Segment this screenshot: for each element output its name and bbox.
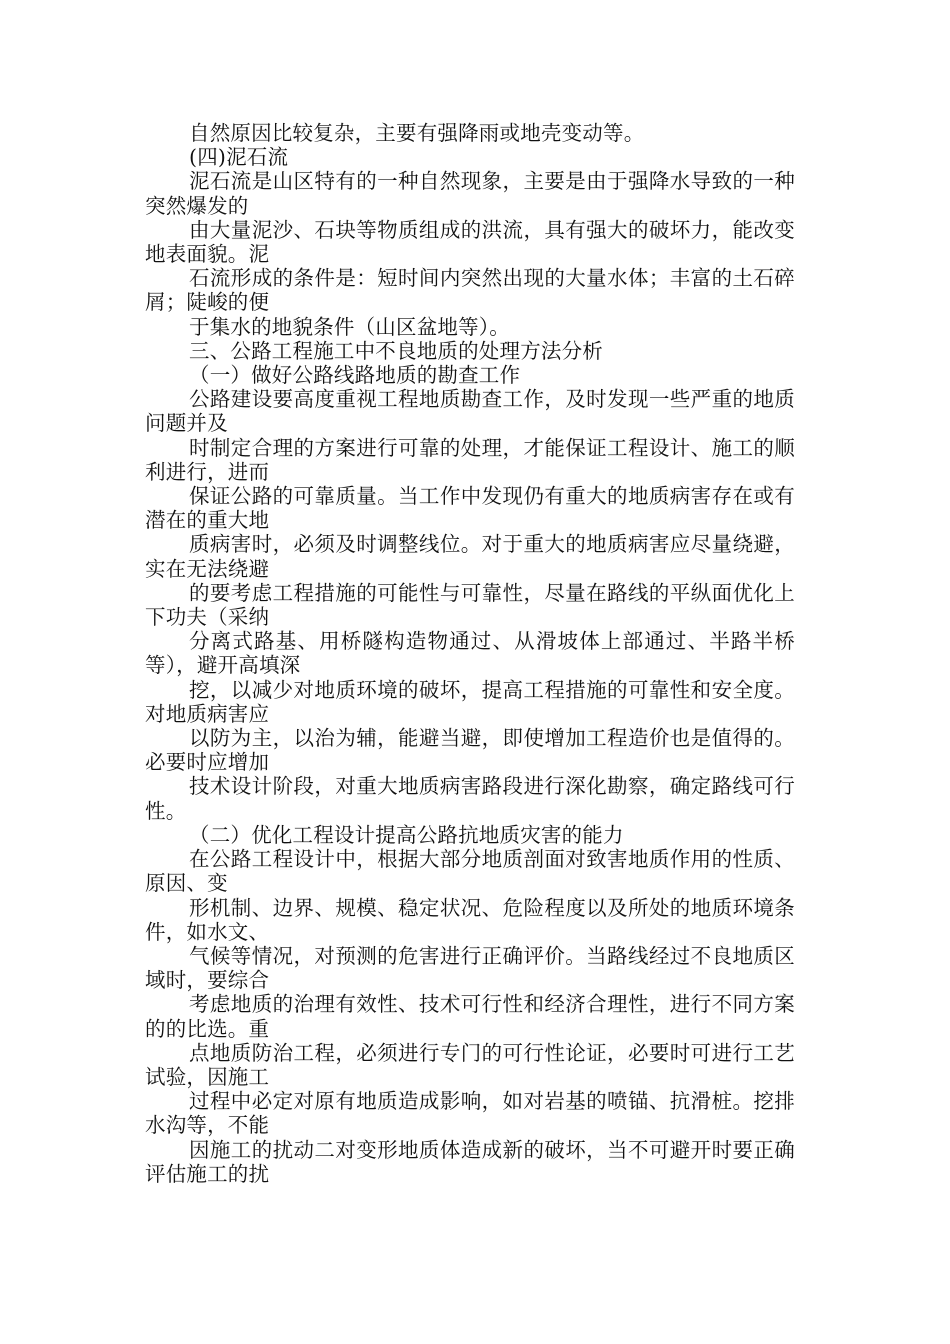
subsection-heading: （二）优化工程设计提高公路抗地质灾害的能力 xyxy=(189,822,624,847)
paragraph: 的要考虑工程措施的可能性与可靠性，尽量在路线的平纵面优化上下功夫（采纳 xyxy=(145,580,795,630)
document-page xyxy=(145,121,795,1186)
subsection-heading: （一）做好公路线路地质的勘查工作 xyxy=(189,363,521,388)
paragraph: 保证公路的可靠质量。当工作中发现仍有重大的地质病害存在或有潜在的重大地 xyxy=(145,484,795,533)
paragraph: 由大量泥沙、石块等物质组成的洪流，具有强大的破坏力，能改变地表面貌。泥 xyxy=(145,217,795,267)
paragraph: 石流形成的条件是：短时间内突然出现的大量水体；丰富的土石碎屑；陡峻的便 xyxy=(145,266,795,315)
paragraph: 气候等情况，对预测的危害进行正确评价。当路线经过不良地质区域时，要综合 xyxy=(145,943,795,993)
paragraph: 时制定合理的方案进行可靠的处理，才能保证工程设计、施工的顺利进行，进而 xyxy=(145,435,795,484)
paragraph: 分离式路基、用桥隧构造物通过、从滑坡体上部通过、半路半桥等），避开高填深 xyxy=(145,629,795,678)
paragraph: 以防为主，以治为辅，能避当避，即使增加工程造价也是值得的。必要时应增加 xyxy=(145,726,795,775)
paragraph: 考虑地质的治理有效性、技术可行性和经济合理性，进行不同方案的的比选。重 xyxy=(145,992,795,1041)
section-heading: (四)泥石流 xyxy=(189,145,289,170)
paragraph: 于集水的地貌条件（山区盆地等）。 xyxy=(189,314,510,339)
paragraph: 在公路工程设计中，根据大部分地质剖面对致害地质作用的性质、原因、变 xyxy=(145,847,795,896)
paragraph: 形机制、边界、规模、稳定状况、危险程度以及所处的地质环境条件，如水文、 xyxy=(145,895,795,944)
paragraph: 因施工的扰动二对变形地质体造成新的破坏，当不可避开时要正确评估施工的扰 xyxy=(145,1137,795,1186)
paragraph: 点地质防治工程，必须进行专门的可行性论证，必要时可进行工艺试验，因施工 xyxy=(145,1040,795,1089)
paragraph: 自然原因比较复杂，主要有强降雨或地壳变动等。 xyxy=(189,121,645,145)
section-heading: 三、公路工程施工中不良地质的处理方法分析 xyxy=(189,338,603,363)
paragraph: 挖，以减少对地质环境的破坏，提高工程措施的可靠性和安全度。对地质病害应 xyxy=(145,677,795,726)
paragraph: 公路建设要高度重视工程地质勘查工作，及时发现一些严重的地质问题并及 xyxy=(145,387,795,436)
paragraph: 过程中必定对原有地质造成影响，如对岩基的喷锚、抗滑桩。挖排水沟等，不能 xyxy=(145,1089,795,1138)
paragraph: 质病害时，必须及时调整线位。对于重大的地质病害应尽量绕避，实在无法绕避 xyxy=(145,532,795,581)
paragraph: 泥石流是山区特有的一种自然现象，主要是由于强降水导致的一种突然爆发的 xyxy=(145,169,795,218)
paragraph: 技术设计阶段，对重大地质病害路段进行深化勘察，确定路线可行性。 xyxy=(145,774,795,823)
